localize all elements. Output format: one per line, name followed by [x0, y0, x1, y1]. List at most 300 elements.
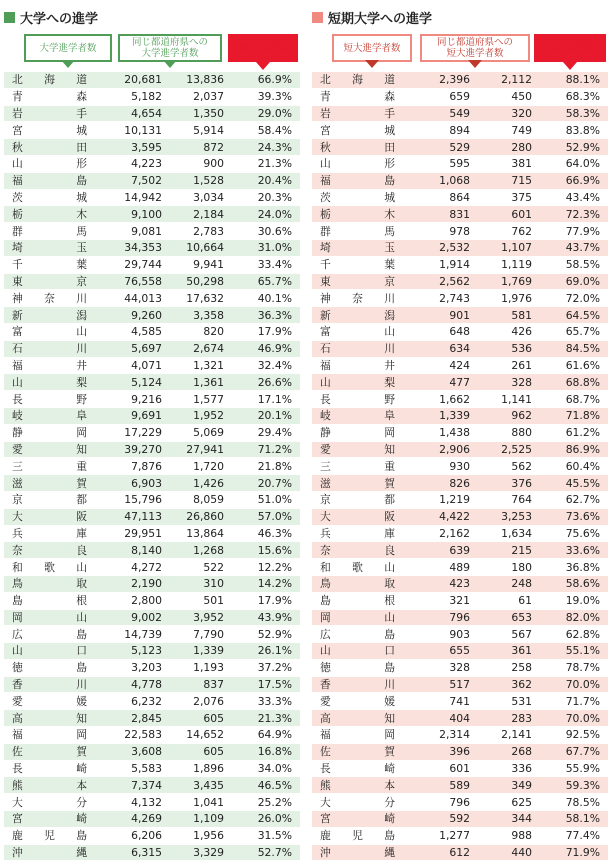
same-pref-cell: 440 — [476, 844, 538, 861]
students-cell: 6,206 — [96, 827, 168, 844]
local-rate-cell: 71.8% — [538, 407, 608, 424]
table-row — [4, 491, 300, 508]
local-rate-cell: 15.6% — [230, 542, 300, 559]
students-cell: 5,123 — [96, 643, 168, 660]
prefecture-cell: 福岡 — [312, 727, 404, 744]
same-pref-cell: 258 — [476, 659, 538, 676]
table-row — [4, 693, 300, 710]
same-pref-cell: 215 — [476, 542, 538, 559]
table-row — [4, 424, 300, 441]
same-pref-cell: 3,253 — [476, 508, 538, 525]
prefecture-cell: 長野 — [312, 391, 404, 408]
local-rate-cell: 65.7% — [230, 273, 300, 290]
same-pref-cell: 27,941 — [168, 441, 230, 458]
table-row — [312, 508, 608, 525]
local-rate-cell: 21.3% — [230, 155, 300, 172]
students-cell: 639 — [404, 542, 476, 559]
local-rate-cell: 17.1% — [230, 391, 300, 408]
same-pref-cell: 361 — [476, 643, 538, 660]
prefecture-cell: 大分 — [4, 794, 96, 811]
same-pref-cell: 715 — [476, 172, 538, 189]
same-pref-cell: 820 — [168, 323, 230, 340]
same-pref-cell: 8,059 — [168, 491, 230, 508]
same-pref-cell: 268 — [476, 743, 538, 760]
table-row — [312, 777, 608, 794]
table-row — [4, 676, 300, 693]
prefecture-cell: 高知 — [4, 710, 96, 727]
students-cell: 2,800 — [96, 592, 168, 609]
table-row — [4, 844, 300, 861]
same-pref-cell: 50,298 — [168, 273, 230, 290]
prefecture-cell: 富山 — [4, 323, 96, 340]
prefecture-cell: 福井 — [312, 357, 404, 374]
students-cell: 4,422 — [404, 508, 476, 525]
prefecture-cell: 神奈川 — [312, 290, 404, 307]
students-cell: 489 — [404, 559, 476, 576]
prefecture-cell: 滋賀 — [312, 475, 404, 492]
table-row — [312, 206, 608, 223]
same-pref-cell: 900 — [168, 155, 230, 172]
local-rate-cell: 20.4% — [230, 172, 300, 189]
junior-local-rate-header: 地元進学率 — [534, 34, 606, 62]
same-pref-cell: 3,435 — [168, 777, 230, 794]
table-row — [4, 391, 300, 408]
same-pref-cell: 1,193 — [168, 659, 230, 676]
students-cell: 17,229 — [96, 424, 168, 441]
local-rate-cell: 64.0% — [538, 155, 608, 172]
same-pref-cell: 581 — [476, 307, 538, 324]
same-pref-cell: 1,577 — [168, 391, 230, 408]
students-cell: 1,662 — [404, 391, 476, 408]
same-pref-cell: 381 — [476, 155, 538, 172]
table-row — [4, 290, 300, 307]
local-rate-cell: 82.0% — [538, 609, 608, 626]
students-cell: 8,140 — [96, 542, 168, 559]
prefecture-cell: 岐阜 — [312, 407, 404, 424]
table-row — [4, 508, 300, 525]
local-rate-cell: 71.7% — [538, 693, 608, 710]
prefecture-cell: 静岡 — [4, 424, 96, 441]
table-row — [4, 307, 300, 324]
table-row — [4, 155, 300, 172]
prefecture-cell: 愛知 — [312, 441, 404, 458]
prefecture-cell: 栃木 — [4, 206, 96, 223]
students-cell: 76,558 — [96, 273, 168, 290]
prefecture-cell: 宮崎 — [4, 811, 96, 828]
table-row — [4, 122, 300, 139]
same-pref-cell: 336 — [476, 760, 538, 777]
students-cell: 20,681 — [96, 72, 168, 88]
local-rate-cell: 33.6% — [538, 542, 608, 559]
table-row — [4, 72, 300, 88]
junior-title-text: 短期大学への進学 — [328, 11, 433, 27]
students-cell: 4,778 — [96, 676, 168, 693]
local-rate-cell: 83.8% — [538, 122, 608, 139]
same-pref-cell: 328 — [476, 374, 538, 391]
junior-title — [312, 6, 608, 28]
prefecture-cell: 和歌山 — [4, 559, 96, 576]
students-cell: 930 — [404, 458, 476, 475]
table-row — [4, 592, 300, 609]
students-cell: 4,071 — [96, 357, 168, 374]
same-pref-cell: 605 — [168, 710, 230, 727]
local-rate-cell: 33.3% — [230, 693, 300, 710]
local-rate-cell: 61.2% — [538, 424, 608, 441]
table-row — [312, 374, 608, 391]
local-rate-cell: 33.4% — [230, 256, 300, 273]
same-pref-cell: 180 — [476, 559, 538, 576]
table-row — [4, 357, 300, 374]
same-pref-cell: 1,041 — [168, 794, 230, 811]
students-cell: 6,315 — [96, 844, 168, 861]
same-pref-cell: 872 — [168, 139, 230, 156]
prefecture-cell: 徳島 — [312, 659, 404, 676]
same-pref-cell: 762 — [476, 223, 538, 240]
same-pref-cell: 375 — [476, 189, 538, 206]
local-rate-cell: 14.2% — [230, 575, 300, 592]
students-cell: 894 — [404, 122, 476, 139]
students-cell: 44,013 — [96, 290, 168, 307]
same-pref-cell: 1,119 — [476, 256, 538, 273]
salmon-square-icon — [312, 12, 323, 23]
same-pref-cell: 17,632 — [168, 290, 230, 307]
students-cell: 9,002 — [96, 609, 168, 626]
table-row — [4, 777, 300, 794]
prefecture-cell: 長崎 — [4, 760, 96, 777]
prefecture-cell: 茨城 — [4, 189, 96, 206]
table-row — [4, 139, 300, 156]
table-row — [312, 727, 608, 744]
table-row — [4, 340, 300, 357]
prefecture-cell: 岡山 — [4, 609, 96, 626]
university-local-rate-header: 地元進学率 — [228, 34, 298, 62]
junior-same-pref-header: 同じ都道府県への 短大進学者数 — [420, 34, 530, 62]
local-rate-cell: 55.9% — [538, 760, 608, 777]
table-row — [312, 72, 608, 88]
local-rate-cell: 29.4% — [230, 424, 300, 441]
table-row — [312, 760, 608, 777]
local-rate-cell: 66.9% — [230, 72, 300, 88]
table-row — [4, 643, 300, 660]
local-rate-cell: 17.9% — [230, 592, 300, 609]
prefecture-cell: 青森 — [4, 88, 96, 105]
table-row — [312, 323, 608, 340]
same-pref-cell: 1,956 — [168, 827, 230, 844]
students-cell: 47,113 — [96, 508, 168, 525]
students-cell: 7,502 — [96, 172, 168, 189]
prefecture-cell: 山口 — [312, 643, 404, 660]
junior-students-header: 短大進学者数 — [332, 34, 412, 62]
local-rate-cell: 37.2% — [230, 659, 300, 676]
prefecture-cell: 宮城 — [312, 122, 404, 139]
local-rate-cell: 52.7% — [230, 844, 300, 861]
same-pref-cell: 2,525 — [476, 441, 538, 458]
local-rate-cell: 16.8% — [230, 743, 300, 760]
same-pref-cell: 261 — [476, 357, 538, 374]
prefecture-cell: 愛媛 — [312, 693, 404, 710]
table-row — [4, 575, 300, 592]
students-cell: 2,906 — [404, 441, 476, 458]
prefecture-cell: 山梨 — [4, 374, 96, 391]
local-rate-cell: 75.6% — [538, 525, 608, 542]
local-rate-cell: 45.5% — [538, 475, 608, 492]
same-pref-cell: 426 — [476, 323, 538, 340]
students-cell: 3,608 — [96, 743, 168, 760]
same-pref-cell: 310 — [168, 575, 230, 592]
table-row — [4, 525, 300, 542]
table-row — [4, 827, 300, 844]
local-rate-cell: 77.9% — [538, 223, 608, 240]
students-cell: 978 — [404, 223, 476, 240]
table-row — [312, 155, 608, 172]
table-row — [4, 407, 300, 424]
local-rate-cell: 62.7% — [538, 491, 608, 508]
students-cell: 404 — [404, 710, 476, 727]
same-pref-cell: 376 — [476, 475, 538, 492]
local-rate-cell: 72.3% — [538, 206, 608, 223]
same-pref-cell: 1,109 — [168, 811, 230, 828]
same-pref-cell: 13,864 — [168, 525, 230, 542]
local-rate-cell: 71.9% — [538, 844, 608, 861]
table-row — [312, 256, 608, 273]
same-pref-cell: 2,112 — [476, 72, 538, 88]
same-pref-cell: 2,141 — [476, 727, 538, 744]
same-pref-cell: 61 — [476, 592, 538, 609]
table-row — [312, 172, 608, 189]
prefecture-cell: 高知 — [312, 710, 404, 727]
students-cell: 6,903 — [96, 475, 168, 492]
local-rate-cell: 57.0% — [230, 508, 300, 525]
university-title — [4, 6, 300, 28]
students-cell: 7,876 — [96, 458, 168, 475]
prefecture-cell: 長野 — [4, 391, 96, 408]
table-row — [4, 609, 300, 626]
table-row — [312, 105, 608, 122]
prefecture-cell: 石川 — [4, 340, 96, 357]
table-row — [312, 676, 608, 693]
students-cell: 328 — [404, 659, 476, 676]
students-cell: 7,374 — [96, 777, 168, 794]
students-cell: 589 — [404, 777, 476, 794]
same-pref-cell: 344 — [476, 811, 538, 828]
students-cell: 901 — [404, 307, 476, 324]
same-pref-cell: 531 — [476, 693, 538, 710]
prefecture-cell: 千葉 — [312, 256, 404, 273]
university-panel — [4, 6, 300, 861]
local-rate-cell: 52.9% — [538, 139, 608, 156]
table-row — [4, 189, 300, 206]
table-row — [4, 727, 300, 744]
same-pref-cell: 837 — [168, 676, 230, 693]
table-row — [312, 307, 608, 324]
same-pref-cell: 5,914 — [168, 122, 230, 139]
table-row — [312, 693, 608, 710]
table-row — [312, 407, 608, 424]
students-cell: 659 — [404, 88, 476, 105]
same-pref-cell: 1,321 — [168, 357, 230, 374]
local-rate-cell: 92.5% — [538, 727, 608, 744]
prefecture-cell: 愛知 — [4, 441, 96, 458]
students-cell: 34,353 — [96, 239, 168, 256]
local-rate-cell: 19.0% — [538, 592, 608, 609]
table-row — [4, 239, 300, 256]
students-cell: 9,100 — [96, 206, 168, 223]
students-cell: 9,081 — [96, 223, 168, 240]
same-pref-cell: 1,976 — [476, 290, 538, 307]
local-rate-cell: 58.5% — [538, 256, 608, 273]
prefecture-cell: 奈良 — [312, 542, 404, 559]
prefecture-cell: 埼玉 — [312, 239, 404, 256]
prefecture-cell: 神奈川 — [4, 290, 96, 307]
local-rate-cell: 17.5% — [230, 676, 300, 693]
students-cell: 903 — [404, 626, 476, 643]
local-rate-cell: 69.0% — [538, 273, 608, 290]
prefecture-cell: 岡山 — [312, 609, 404, 626]
junior-table — [312, 72, 608, 861]
junior-header — [312, 28, 608, 72]
same-pref-cell: 1,268 — [168, 542, 230, 559]
table-row — [312, 475, 608, 492]
table-row — [312, 643, 608, 660]
same-pref-cell: 601 — [476, 206, 538, 223]
prefecture-cell: 愛媛 — [4, 693, 96, 710]
prefecture-cell: 群馬 — [312, 223, 404, 240]
students-cell: 10,131 — [96, 122, 168, 139]
table-row — [4, 374, 300, 391]
same-pref-cell: 3,358 — [168, 307, 230, 324]
students-cell: 2,845 — [96, 710, 168, 727]
students-cell: 796 — [404, 609, 476, 626]
table-row — [312, 122, 608, 139]
students-cell: 648 — [404, 323, 476, 340]
students-cell: 601 — [404, 760, 476, 777]
same-pref-cell: 320 — [476, 105, 538, 122]
students-cell: 1,339 — [404, 407, 476, 424]
local-rate-cell: 36.8% — [538, 559, 608, 576]
table-row — [312, 340, 608, 357]
table-row — [312, 357, 608, 374]
students-cell: 14,739 — [96, 626, 168, 643]
students-cell: 5,182 — [96, 88, 168, 105]
prefecture-cell: 宮崎 — [312, 811, 404, 828]
table-row — [4, 458, 300, 475]
prefecture-cell: 香川 — [312, 676, 404, 693]
local-rate-cell: 77.4% — [538, 827, 608, 844]
prefecture-cell: 福井 — [4, 357, 96, 374]
same-pref-cell: 2,184 — [168, 206, 230, 223]
prefecture-cell: 秋田 — [312, 139, 404, 156]
prefecture-cell: 島根 — [4, 592, 96, 609]
students-cell: 1,914 — [404, 256, 476, 273]
prefecture-cell: 岐阜 — [4, 407, 96, 424]
same-pref-cell: 9,941 — [168, 256, 230, 273]
same-pref-cell: 362 — [476, 676, 538, 693]
prefecture-cell: 島根 — [312, 592, 404, 609]
students-cell: 595 — [404, 155, 476, 172]
local-rate-cell: 78.5% — [538, 794, 608, 811]
students-cell: 3,203 — [96, 659, 168, 676]
local-rate-cell: 21.3% — [230, 710, 300, 727]
local-rate-cell: 32.4% — [230, 357, 300, 374]
prefecture-cell: 兵庫 — [4, 525, 96, 542]
local-rate-cell: 29.0% — [230, 105, 300, 122]
same-pref-cell: 1,634 — [476, 525, 538, 542]
students-cell: 2,743 — [404, 290, 476, 307]
students-cell: 634 — [404, 340, 476, 357]
prefecture-cell: 埼玉 — [4, 239, 96, 256]
local-rate-cell: 46.3% — [230, 525, 300, 542]
table-row — [312, 525, 608, 542]
prefecture-cell: 兵庫 — [312, 525, 404, 542]
table-row — [312, 273, 608, 290]
same-pref-cell: 1,107 — [476, 239, 538, 256]
local-rate-cell: 25.2% — [230, 794, 300, 811]
local-rate-cell: 58.6% — [538, 575, 608, 592]
local-rate-cell: 26.1% — [230, 643, 300, 660]
table-row — [312, 659, 608, 676]
prefecture-cell: 鹿児島 — [312, 827, 404, 844]
students-cell: 4,585 — [96, 323, 168, 340]
local-rate-cell: 20.3% — [230, 189, 300, 206]
prefecture-cell: 山口 — [4, 643, 96, 660]
prefecture-cell: 山形 — [312, 155, 404, 172]
table-row — [312, 710, 608, 727]
junior-college-panel — [312, 6, 608, 861]
green-square-icon — [4, 12, 15, 23]
table-row — [312, 223, 608, 240]
students-cell: 423 — [404, 575, 476, 592]
same-pref-cell: 2,674 — [168, 340, 230, 357]
table-row — [312, 559, 608, 576]
prefecture-cell: 沖縄 — [312, 844, 404, 861]
students-cell: 321 — [404, 592, 476, 609]
prefecture-cell: 新潟 — [312, 307, 404, 324]
local-rate-cell: 24.3% — [230, 139, 300, 156]
local-rate-cell: 51.0% — [230, 491, 300, 508]
university-table — [4, 72, 300, 861]
table-row — [4, 475, 300, 492]
prefecture-cell: 広島 — [4, 626, 96, 643]
students-cell: 2,562 — [404, 273, 476, 290]
prefecture-cell: 静岡 — [312, 424, 404, 441]
students-cell: 1,277 — [404, 827, 476, 844]
local-rate-cell: 30.6% — [230, 223, 300, 240]
same-pref-cell: 1,896 — [168, 760, 230, 777]
students-cell: 4,272 — [96, 559, 168, 576]
table-row — [312, 844, 608, 861]
prefecture-cell: 北海道 — [4, 72, 96, 88]
local-rate-cell: 64.5% — [538, 307, 608, 324]
table-row — [4, 743, 300, 760]
same-pref-cell: 625 — [476, 794, 538, 811]
prefecture-cell: 山形 — [4, 155, 96, 172]
students-cell: 4,223 — [96, 155, 168, 172]
prefecture-cell: 大阪 — [4, 508, 96, 525]
university-same-pref-header: 同じ都道府県への 大学進学者数 — [118, 34, 222, 62]
same-pref-cell: 349 — [476, 777, 538, 794]
local-rate-cell: 12.2% — [230, 559, 300, 576]
same-pref-cell: 3,034 — [168, 189, 230, 206]
same-pref-cell: 3,329 — [168, 844, 230, 861]
students-cell: 549 — [404, 105, 476, 122]
students-cell: 39,270 — [96, 441, 168, 458]
table-row — [4, 559, 300, 576]
local-rate-cell: 46.5% — [230, 777, 300, 794]
prefecture-cell: 大阪 — [312, 508, 404, 525]
prefecture-cell: 佐賀 — [4, 743, 96, 760]
local-rate-cell: 17.9% — [230, 323, 300, 340]
local-rate-cell: 86.9% — [538, 441, 608, 458]
